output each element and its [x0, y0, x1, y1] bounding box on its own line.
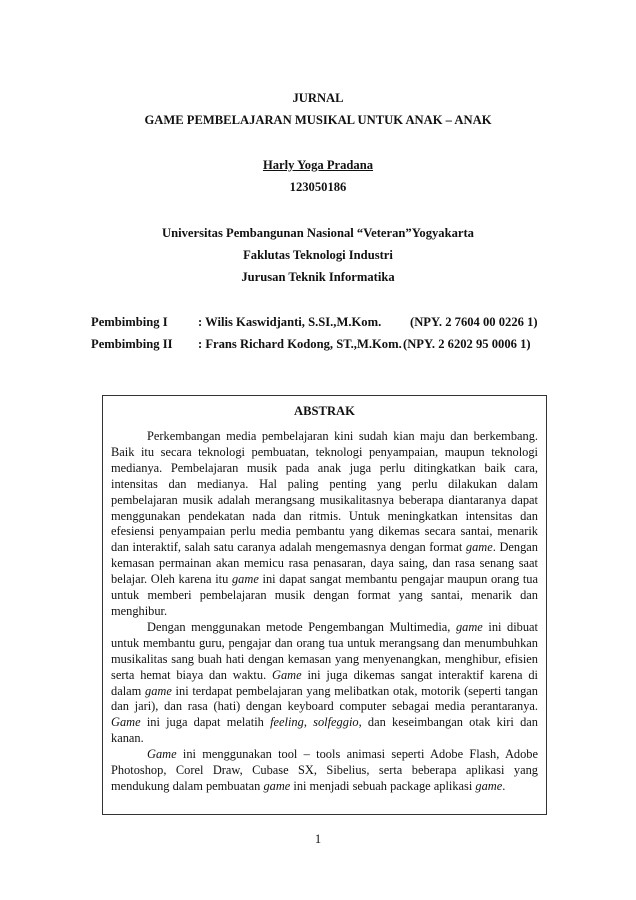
text-run: ini dibuat untuk membantu guru, pengajar dan orang tua untuk merangsang dan menumbuhkan musikalitas sang buah hati dengan kemasan yang menyenangkan, menghibur, efisien serta hemat biaya dan waktu. [111, 619, 539, 682]
document-type: JURNAL [292, 91, 344, 105]
text-run: ini terdapat pembelajaran yang melibatkan otak, motorik (seperti tangan dan jari), dan rasa (hati) dengan keyboard computer sebagai media perantaranya. [111, 683, 539, 714]
italic-term: game [465, 540, 493, 555]
italic-term: feeling [270, 715, 304, 730]
abstract-body [111, 429, 538, 795]
italic-term: game [263, 778, 291, 793]
author-name-text: Harly Yoga Pradana [262, 158, 374, 172]
supervisor-1-npy: (NPY. 2 7604 00 0226 1) [410, 315, 538, 329]
text-run: , [303, 715, 314, 730]
italic-term: game [475, 778, 503, 793]
abstract-paragraph-1 [111, 429, 538, 620]
supervisor-1-label: Pembimbing I [91, 315, 168, 329]
page-number: 1 [314, 832, 322, 846]
document-title: GAME PEMBELAJARAN MUSIKAL UNTUK ANAK – ANAK [144, 113, 492, 127]
department-name: Jurusan Teknik Informatika [241, 270, 395, 284]
text-run: Dengan menggunakan metode Pengembangan Multimedia, [147, 619, 456, 634]
supervisor-1-name: : Wilis Kaswidjanti, S.SI.,M.Kom. [198, 315, 382, 329]
supervisor-2-npy: (NPY. 2 6202 95 0006 1) [403, 337, 531, 351]
author-name [0, 158, 636, 173]
italic-term: game [145, 683, 172, 698]
text-run: ini menggunakan tool – tools animasi seperti Adobe Flash, Adobe Photoshop, Corel Draw, Cubase SX, Sibelius, serta beberapa aplikasi yang mendukung dalam pembuatan [111, 747, 538, 793]
italic-term: solfeggio [313, 715, 359, 730]
text-run: . Dengan kemasan permainan akan memicu rasa penasaran, daya saing, dan rasa senang saat belajar. Oleh karena itu [111, 540, 538, 587]
supervisor-2-name: : Frans Richard Kodong, ST.,M.Kom. [198, 337, 402, 351]
text-run: . [502, 778, 506, 793]
abstract-paragraph-3 [111, 747, 538, 795]
text-run: , dan keseimbangan otak kiri dan kanan. [111, 715, 538, 746]
supervisor-2-label: Pembimbing II [91, 337, 173, 351]
italic-term: Game [111, 715, 141, 730]
text-run: ini dapat sangat membantu pengajar maupun orang tua untuk memberi pembelajaran musik dengan format yang santai, menarik dan menghibur. [111, 572, 538, 618]
text-run: Perkembangan media pembelajaran kini sudah kian maju dan berkembang. Baik itu secara teknologi pembuatan, teknologi penyampaian, maupun teknologi medianya. Pembelajaran musik pada anak juga perlu ditingkatkan baik cara, intensitas dan medianya. Hal paling penting yang perlu dilakukan dalam pembelajaran musik adalah merangsang musikalitasnya beberapa diantaranya dapat menggunakan pendekatan nada dan ritmis. Untuk meningkatkan intensitas dan efesiensi penyampaian perlu media pembantu yang dikemas secara santai, menarik dan interaktif, salah satu caranya adalah mengemasnya dengan format [111, 429, 538, 555]
student-id: 123050186 [289, 180, 347, 194]
university-name: Universitas Pembangunan Nasional “Veteran”Yogyakarta [162, 226, 474, 240]
italic-term: game [231, 572, 259, 587]
abstract-box [102, 395, 547, 815]
italic-term: Game [147, 747, 177, 762]
text-run: ini juga dapat melatih [140, 715, 271, 730]
italic-term: game [455, 619, 483, 634]
abstract-paragraph-2 [111, 620, 538, 747]
text-run: ini juga dikemas sangat interaktif karena di dalam [111, 667, 539, 698]
faculty-name: Faklutas Teknologi Industri [243, 248, 393, 262]
abstract-title: ABSTRAK [294, 404, 355, 418]
italic-term: Game [272, 667, 302, 682]
text-run: ini menjadi sebuah package aplikasi [290, 778, 476, 793]
